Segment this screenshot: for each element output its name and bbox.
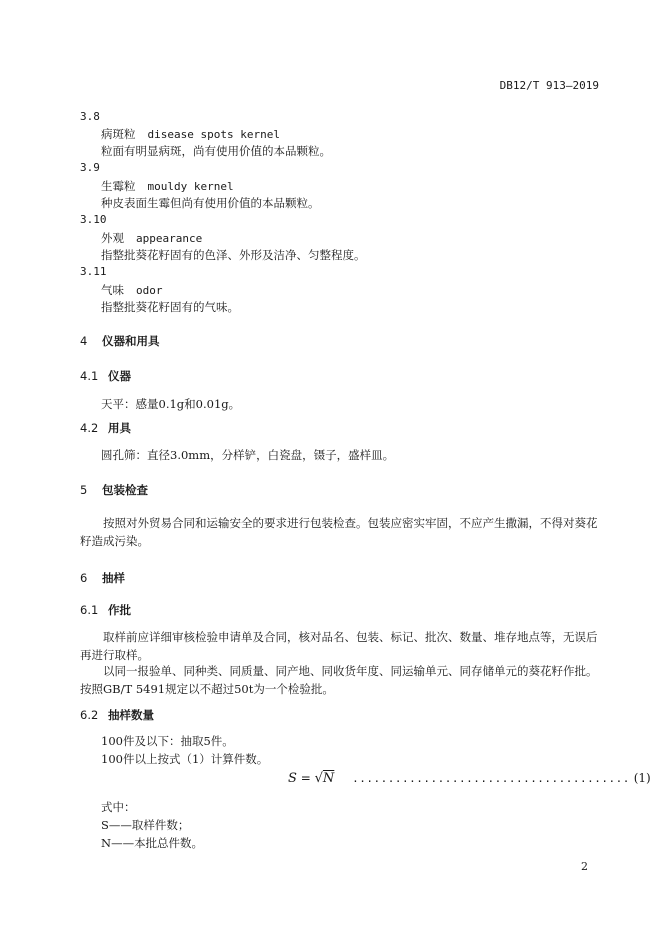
- subsection-title: 作批: [108, 603, 131, 617]
- subsection-title: 用具: [108, 421, 131, 435]
- subsection-heading: [80, 420, 131, 436]
- term-definition: 粒面有明显病斑，尚有使用价值的本品颗粒。: [101, 144, 331, 158]
- term-en: appearance: [136, 232, 203, 245]
- formula-equals: =: [300, 771, 311, 785]
- subsection-number: 4.2: [80, 421, 99, 435]
- section-heading: [80, 482, 148, 498]
- term-definition: 种皮表面生霉但尚有使用价值的本品颗粒。: [101, 196, 320, 210]
- section-title: 包装检查: [102, 483, 148, 497]
- paragraph: 以同一报验单、同种类、同质量、同产地、同收货年度、同运输单元、同存储单元的葵花籽作批。按照GB/T 5491规定以不超过50t为一个检验批。: [80, 664, 598, 696]
- page-number: 2: [581, 860, 588, 873]
- formula-arg: N: [322, 771, 335, 786]
- clause-number: 3.8: [80, 110, 100, 123]
- term: [101, 282, 163, 298]
- term-en: mouldy kernel: [147, 180, 234, 193]
- document-code: DB12/T 913—2019: [499, 79, 599, 92]
- term: [101, 126, 280, 142]
- subsection-heading: [80, 602, 131, 618]
- paragraph: 圆孔筛：直径3.0mm，分样铲，白瓷盘，镊子，盛样皿。: [101, 448, 395, 462]
- where-item: S——取样件数；: [101, 818, 190, 832]
- clause-number: 3.10: [80, 213, 107, 226]
- term-definition: 指整批葵花籽固有的色泽、外形及洁净、匀整程度。: [101, 248, 366, 262]
- term-en: odor: [136, 284, 163, 297]
- section-title: 抽样: [102, 571, 125, 585]
- sqrt-symbol: √: [314, 771, 323, 786]
- clause-number: 3.11: [80, 265, 107, 278]
- term: [101, 178, 234, 194]
- term-zh: 外观: [101, 231, 124, 245]
- subsection-number: 6.1: [80, 603, 99, 617]
- subsection-heading: [80, 707, 154, 723]
- where-title: 式中：: [101, 800, 136, 814]
- term-en: disease spots kernel: [147, 128, 280, 141]
- term: [101, 230, 202, 246]
- section-number: 6: [80, 571, 88, 585]
- term-definition: 指整批葵花籽固有的气味。: [101, 300, 239, 314]
- paragraph: 取样前应详细审核检验申请单及合同，核对品名、包装、标记、批次、数量、堆存地点等，无误后再进行取样。: [80, 630, 598, 662]
- section-number: 4: [80, 334, 88, 348]
- paragraph: 100件以上按式（1）计算件数。: [101, 752, 269, 766]
- formula-lhs: S: [288, 771, 297, 786]
- term-zh: 病斑粒: [101, 127, 136, 141]
- paragraph: 天平：感量0.1g和0.01g。: [101, 397, 241, 411]
- clause-number: 3.9: [80, 161, 100, 174]
- paragraph: 100件及以下：抽取5件。: [101, 734, 234, 748]
- formula-label: (1): [633, 771, 651, 785]
- term-zh: 气味: [101, 283, 124, 297]
- paragraph: 按照对外贸易合同和运输安全的要求进行包装检查。包装应密实牢固，不应产生撒漏，不得对葵花籽造成污染。: [80, 516, 598, 548]
- subsection-title: 仪器: [108, 369, 131, 383]
- subsection-heading: [80, 368, 131, 384]
- section-heading: [80, 570, 125, 586]
- formula: [288, 771, 651, 786]
- section-heading: [80, 333, 160, 349]
- section-number: 5: [80, 483, 88, 497]
- formula-leader-dots: .......................................: [352, 772, 630, 785]
- section-title: 仪器和用具: [102, 334, 160, 348]
- subsection-number: 4.1: [80, 369, 99, 383]
- where-item: N——本批总件数。: [101, 836, 204, 850]
- subsection-number: 6.2: [80, 708, 99, 722]
- subsection-title: 抽样数量: [108, 708, 154, 722]
- term-zh: 生霉粒: [101, 179, 136, 193]
